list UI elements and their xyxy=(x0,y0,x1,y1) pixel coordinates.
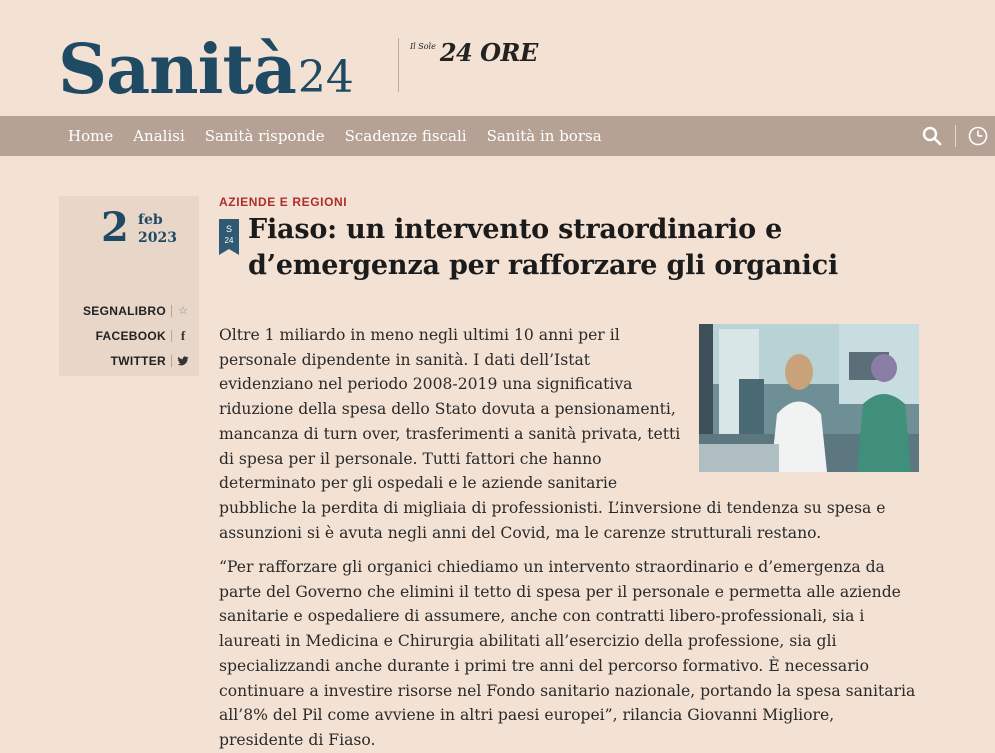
badge-top-text: S xyxy=(225,224,233,234)
facebook-icon[interactable]: f xyxy=(180,327,186,343)
nav-item-home[interactable]: Home xyxy=(68,127,114,145)
date-year: 2023 xyxy=(138,229,177,246)
nav-item-sanita-in-borsa[interactable]: Sanità in borsa xyxy=(486,127,602,145)
article-title: Fiaso: un intervento straordinario e d’emergenza per rafforzare gli organici xyxy=(248,214,839,281)
nav-item-analisi[interactable]: Analisi xyxy=(133,127,185,145)
article-paragraph-1 xyxy=(219,323,919,545)
partner-big-text: 24 ORE xyxy=(439,38,538,67)
share-twitter[interactable] xyxy=(83,348,189,373)
facebook-label[interactable]: FACEBOOK xyxy=(95,328,166,343)
clock-icon[interactable] xyxy=(968,126,988,146)
share-list xyxy=(83,298,189,373)
search-icon[interactable] xyxy=(922,126,942,146)
logo-number: 24 xyxy=(297,52,354,103)
logo-wordmark: Sanità xyxy=(58,30,296,110)
partner-small-text: Il Sole xyxy=(410,42,436,51)
site-header xyxy=(0,0,995,116)
article-paragraph-1-text: Oltre 1 miliardo in meno negli ultimi 10 anni per il personale dipendente in sanità. I dati dell’Istat evidenziano nel periodo 2008-2019 una significativa riduzione della spesa dello Stato dovuta a pensionamenti, mancanza di turn over, trasferimenti a sanità privata, tetti di spesa per il personale. Tutti fattori che hanno determinato per gli ospedali e le aziende sanitarie pubbliche la perdita di migliaia di professionisti. L’inversione di tendenza su spesa e assunzioni si è avuta negli anni del Covid, ma le carenze strutturali restano. xyxy=(219,326,886,542)
main-nav xyxy=(0,116,995,156)
article-paragraph-2: “Per rafforzare gli organici chiediamo un intervento straordinario e d’emergenza da parte del Governo che elimini il tetto di spesa per il personale e permetta alle aziende sanitarie e ospedaliere di assumere, anche con contratti libero-professionali, sia i laureati in Medicina e Chirurgia abilitati all’esercizio della professione, sia gli specializzandi anche durante i primi tre anni del percorso formativo. È necessario continuare a investire risorse nel Fondo sanitario nazionale, portando la spesa sanitaria all’8% del Pil come avviene in altri paesi europei”, rilancia Giovanni Migliore, presidente di Fiaso. xyxy=(219,558,916,749)
article-section-kicker[interactable]: AZIENDE E REGIONI xyxy=(219,195,348,209)
bookmark-label[interactable]: SEGNALIBRO xyxy=(82,303,166,318)
date-month-year xyxy=(138,212,177,247)
share-divider xyxy=(171,355,172,367)
date-share-box xyxy=(59,196,199,376)
photo-float-spacer xyxy=(689,323,919,473)
date-day: 2 xyxy=(101,204,129,251)
share-facebook[interactable] xyxy=(83,323,189,348)
sanita24-logo[interactable] xyxy=(58,14,354,110)
nav-items xyxy=(58,116,612,156)
il-sole-24-ore-logo[interactable] xyxy=(410,38,538,67)
star-icon[interactable]: ☆ xyxy=(178,304,188,317)
date-month: feb xyxy=(138,212,163,228)
nav-divider xyxy=(955,125,956,147)
badge-bottom-text: 24 xyxy=(224,236,234,245)
share-divider xyxy=(171,305,172,317)
twitter-icon[interactable] xyxy=(177,355,189,367)
logo-divider xyxy=(398,38,399,92)
nav-item-scadenze-fiscali[interactable]: Scadenze fiscali xyxy=(344,127,467,145)
share-bookmark[interactable] xyxy=(83,298,189,323)
twitter-label[interactable]: TWITTER xyxy=(110,353,166,368)
s24-badge-icon xyxy=(219,219,239,255)
nav-item-sanita-risponde[interactable]: Sanità risponde xyxy=(204,127,325,145)
share-divider xyxy=(171,330,172,342)
